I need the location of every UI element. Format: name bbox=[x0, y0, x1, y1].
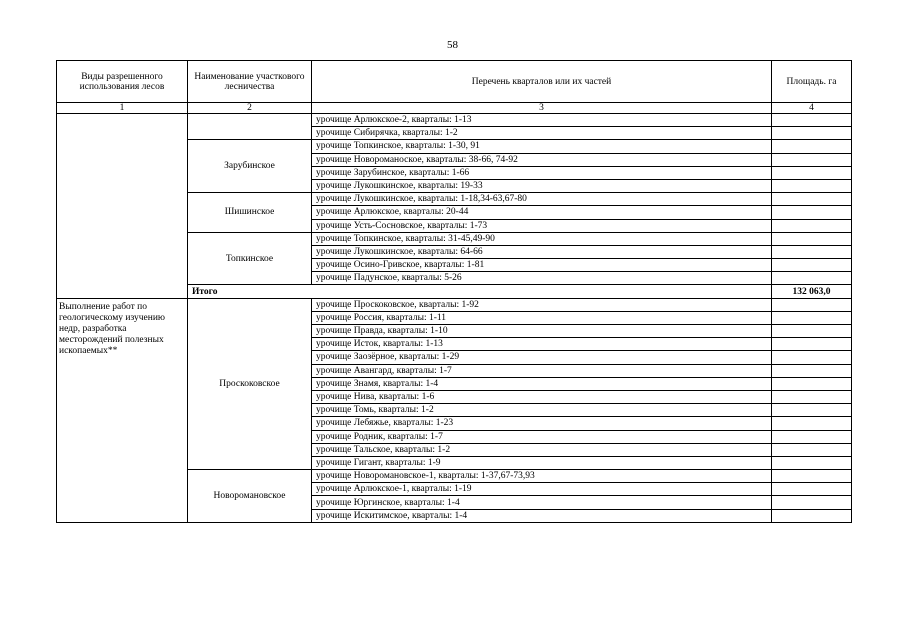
column-number-row bbox=[57, 103, 852, 114]
total-area: 132 063,0 bbox=[772, 285, 852, 298]
area-cell bbox=[772, 232, 852, 245]
area-cell bbox=[772, 351, 852, 364]
quarter-cell: урочище Топкинское, кварталы: 31-45,49-90 bbox=[312, 232, 772, 245]
quarter-cell: урочище Россия, кварталы: 1-11 bbox=[312, 311, 772, 324]
forestry-name: Зарубинское bbox=[188, 140, 312, 193]
quarter-cell: урочище Лукошкинское, кварталы: 64-66 bbox=[312, 245, 772, 258]
area-cell bbox=[772, 127, 852, 140]
table-row bbox=[57, 114, 852, 127]
quarter-cell: урочище Арлюкское, кварталы: 20-44 bbox=[312, 206, 772, 219]
area-cell bbox=[772, 206, 852, 219]
quarter-cell: урочище Авангард, кварталы: 1-7 bbox=[312, 364, 772, 377]
quarter-cell: урочище Арлюкское-2, кварталы: 1-13 bbox=[312, 114, 772, 127]
column-number: 4 bbox=[772, 103, 852, 114]
quarter-cell: урочище Зарубинское, кварталы: 1-66 bbox=[312, 166, 772, 179]
quarter-cell: урочище Лебяжье, кварталы: 1-23 bbox=[312, 417, 772, 430]
forestry-name: Проскоковское bbox=[188, 298, 312, 469]
total-label: Итого bbox=[188, 285, 772, 298]
area-cell bbox=[772, 390, 852, 403]
area-cell bbox=[772, 496, 852, 509]
column-number: 1 bbox=[57, 103, 188, 114]
area-cell bbox=[772, 338, 852, 351]
area-cell bbox=[772, 179, 852, 192]
quarter-cell: урочище Новоромановское-1, кварталы: 1-37,67-73,93 bbox=[312, 470, 772, 483]
area-cell bbox=[772, 325, 852, 338]
quarter-cell: урочище Сибирячка, кварталы: 1-2 bbox=[312, 127, 772, 140]
quarter-cell: урочище Тальское, кварталы: 1-2 bbox=[312, 443, 772, 456]
area-cell bbox=[772, 417, 852, 430]
column-number: 2 bbox=[188, 103, 312, 114]
forestry-name: Топкинское bbox=[188, 232, 312, 285]
header-forestry: Наименование участкового лесничества bbox=[188, 61, 312, 103]
area-cell bbox=[772, 483, 852, 496]
forest-use-table bbox=[56, 60, 852, 523]
quarter-cell: урочище Нива, кварталы: 1-6 bbox=[312, 390, 772, 403]
header-area: Площадь. га bbox=[772, 61, 852, 103]
forestry-cell bbox=[188, 114, 312, 140]
quarter-cell: урочище Проскоковское, кварталы: 1-92 bbox=[312, 298, 772, 311]
quarter-cell: урочище Арлюкское-1, кварталы: 1-19 bbox=[312, 483, 772, 496]
area-cell bbox=[772, 364, 852, 377]
header-row bbox=[57, 61, 852, 103]
quarter-cell: урочище Усть-Сосновское, кварталы: 1-73 bbox=[312, 219, 772, 232]
area-cell bbox=[772, 245, 852, 258]
area-cell bbox=[772, 114, 852, 127]
quarter-cell: урочище Новороманоское, кварталы: 38-66, 74-92 bbox=[312, 153, 772, 166]
area-cell bbox=[772, 166, 852, 179]
quarter-cell: урочище Томь, кварталы: 1-2 bbox=[312, 404, 772, 417]
forestry-name: Новоромановское bbox=[188, 470, 312, 523]
header-use-type: Виды разрешенного использования лесов bbox=[57, 61, 188, 103]
quarter-cell: урочище Падунское, кварталы: 5-26 bbox=[312, 272, 772, 285]
area-cell bbox=[772, 404, 852, 417]
area-cell bbox=[772, 430, 852, 443]
quarter-cell: урочище Родник, кварталы: 1-7 bbox=[312, 430, 772, 443]
area-cell bbox=[772, 509, 852, 522]
quarter-cell: урочище Заозёрное, кварталы: 1-29 bbox=[312, 351, 772, 364]
area-cell bbox=[772, 377, 852, 390]
area-cell bbox=[772, 153, 852, 166]
quarter-cell: урочище Лукошкинское, кварталы: 1-18,34-63,67-80 bbox=[312, 193, 772, 206]
area-cell bbox=[772, 219, 852, 232]
column-number: 3 bbox=[312, 103, 772, 114]
page-number: 58 bbox=[447, 39, 458, 51]
quarter-cell: урочище Гигант, кварталы: 1-9 bbox=[312, 456, 772, 469]
area-cell bbox=[772, 456, 852, 469]
use-type-cell bbox=[57, 114, 188, 299]
forestry-name: Шишинское bbox=[188, 193, 312, 233]
area-cell bbox=[772, 193, 852, 206]
area-cell bbox=[772, 311, 852, 324]
quarter-cell: урочище Лукошкинское, кварталы: 19-33 bbox=[312, 179, 772, 192]
area-cell bbox=[772, 259, 852, 272]
area-cell bbox=[772, 272, 852, 285]
quarter-cell: урочище Исток, кварталы: 1-13 bbox=[312, 338, 772, 351]
area-cell bbox=[772, 298, 852, 311]
header-quarters: Перечень кварталов или их частей bbox=[312, 61, 772, 103]
quarter-cell: урочище Осино-Гривское, кварталы: 1-81 bbox=[312, 259, 772, 272]
quarter-cell: урочище Топкинское, кварталы: 1-30, 91 bbox=[312, 140, 772, 153]
quarter-cell: урочище Искитимское, кварталы: 1-4 bbox=[312, 509, 772, 522]
table-row bbox=[57, 298, 852, 311]
area-cell bbox=[772, 140, 852, 153]
use-type-label: Выполнение работ по геологическому изучению недр, разработка месторождений полезных ископаемых** bbox=[57, 298, 188, 522]
quarter-cell: урочище Юргинское, кварталы: 1-4 bbox=[312, 496, 772, 509]
quarter-cell: урочище Знамя, кварталы: 1-4 bbox=[312, 377, 772, 390]
area-cell bbox=[772, 443, 852, 456]
quarter-cell: урочище Правда, кварталы: 1-10 bbox=[312, 325, 772, 338]
area-cell bbox=[772, 470, 852, 483]
